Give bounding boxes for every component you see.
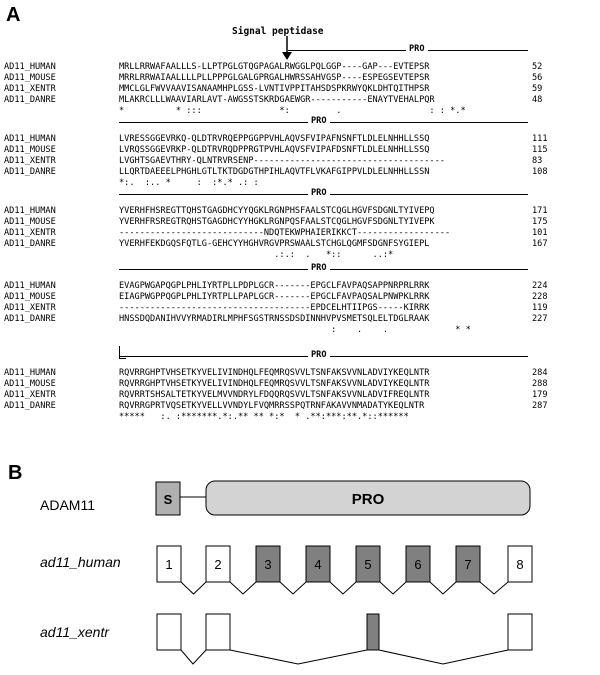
sequence-position: 175: [532, 217, 548, 227]
sequence-position: 224: [532, 281, 548, 291]
xentr-intron-1: [181, 650, 206, 664]
sequence-residues: MLAKRCLLLWAAVIARLAVT-AWGSSTSKRDGAEWGR-----------ENAYTVEHALPQR: [119, 95, 435, 105]
sequence-residues: LVGHTSGAEVTHRY-QLNTRVRSENP-------------------------------------: [119, 156, 445, 166]
sequence-residues: ----------------------------NDQTEKWPHAIERIKKCT------------------: [119, 228, 451, 238]
sequence-residues: MRLLRRWAFAALLLS-LLPTPGLGTQGPAGALRWGGLPQLGGP----GAP---EVTEPSR: [119, 62, 430, 72]
panel-b-label: B: [8, 462, 23, 484]
sequence-position: 108: [532, 167, 548, 177]
pro-region-label: PRO: [308, 350, 330, 360]
human-exon-track: [157, 546, 532, 594]
pro-region-label: PRO: [406, 44, 428, 54]
sequence-position: 56: [532, 73, 543, 83]
human-intron: [181, 582, 206, 594]
consensus-line: : . . * *: [119, 325, 471, 335]
alignment-bracket-mark: [119, 346, 126, 359]
sequence-name: AD11_HUMAN: [4, 134, 56, 144]
signal-peptidase-label: Signal peptidase: [232, 26, 324, 37]
human-exon-label: 1: [165, 557, 173, 572]
sequence-name: AD11_DANRE: [4, 314, 56, 324]
s-domain-label: S: [163, 492, 173, 507]
sequence-position: 115: [532, 145, 548, 155]
sequence-name: AD11_HUMAN: [4, 368, 56, 378]
sequence-name: AD11_MOUSE: [4, 145, 56, 155]
human-intron: [230, 582, 256, 594]
sequence-residues: MMCLGLFWVVAAVISANAAMHPLGSS-LVNTIVPPITAHSDSPKRWYQKLDHTQITHPSR: [119, 84, 430, 94]
xentr-exon-2: [206, 614, 230, 650]
sequence-position: 171: [532, 206, 548, 216]
human-intron: [430, 582, 456, 594]
sequence-position: 167: [532, 239, 548, 249]
sequence-position: 227: [532, 314, 548, 324]
consensus-line: * * ::: *: . : : *.*: [119, 106, 466, 116]
sequence-residues: RQVRRGHPTVHSETKYVELIVINDHQLFEQMRQSVVLTSNFAKSVVNLADVIYKEQLNTR: [119, 379, 430, 389]
human-exon-label: 7: [464, 557, 472, 572]
sequence-position: 179: [532, 390, 548, 400]
sequence-residues: EVAGPWGAPQGPLPHLIYRTPLLPDPLGCR-------EPGCLFAVPAQSAPPNRPRLRRK: [119, 281, 430, 291]
xentr-intron-3: [379, 650, 508, 664]
sequence-name: AD11_DANRE: [4, 239, 56, 249]
sequence-residues: LVRESSGGEVRKQ-QLDTRVRQEPPGGPPVHLAQVSFVIPAFNSNFTLDLELNHHLLSSQ: [119, 134, 430, 144]
human-exon-label: 5: [364, 557, 372, 572]
human-intron: [480, 582, 508, 594]
sequence-name: AD11_XENTR: [4, 156, 56, 166]
human-exon-label: 3: [264, 557, 272, 572]
pro-domain-label: PRO: [351, 491, 385, 508]
sequence-residues: YVERHFHSREGTTQHSTGAGDHCYYQGKLRGNPHSFAALSTCQGLHGVFSDGNLTYIVEPQ: [119, 206, 435, 216]
human-exon-label: 6: [414, 557, 422, 572]
human-intron: [380, 582, 406, 594]
sequence-residues: LVRQSSGGEVRKP-QLDTRVRQDPPRGTPVHLAQVSFVIPAFDSNFTLDLELNHHLLSSQ: [119, 145, 430, 155]
sequence-residues: -------------------------------------EPDCELHTIIPGS-----KIRRK: [119, 303, 430, 313]
xentr-exon-5: [367, 614, 379, 650]
sequence-name: AD11_XENTR: [4, 390, 56, 400]
sequence-residues: RQVRRGPRTVQSETKYVELLVVNDYLFVQMRRSSPQTRNFAKAVVNMADATYKEQLNTR: [119, 401, 425, 411]
consensus-line: .:.: . *:: ..:*: [119, 250, 394, 260]
consensus-line: ***** :. :*******.*:.** ** *:* * .**:***:**.*::******: [119, 412, 409, 422]
human-exon-label: 8: [516, 557, 524, 572]
consensus-line: *:. :.. * : :*.* .: :: [119, 178, 259, 188]
sequence-position: 83: [532, 156, 543, 166]
pro-region-label: PRO: [308, 116, 330, 126]
sequence-residues: YVERHFEKDGQSFQTLG-GEHCYYHGHVRGVPRSWAALSTCHGLQGMFSDGNFSYGIEPL: [119, 239, 430, 249]
pro-region-label: PRO: [308, 263, 330, 273]
sequence-position: 48: [532, 95, 543, 105]
sequence-name: AD11_MOUSE: [4, 73, 56, 83]
pro-region-label: PRO: [308, 188, 330, 198]
sequence-name: AD11_MOUSE: [4, 292, 56, 302]
xentr-exon-8: [508, 614, 532, 650]
sequence-name: AD11_XENTR: [4, 84, 56, 94]
xentr-exon-1: [157, 614, 181, 650]
sequence-name: AD11_XENTR: [4, 303, 56, 313]
sequence-name: AD11_DANRE: [4, 95, 56, 105]
sequence-residues: MRRLRRWAIAALLLLPLLPPPGLGALGPRGALHWRSSAHVGSP----ESPEGSEVTEPSR: [119, 73, 430, 83]
adam11-label: ADAM11: [40, 497, 95, 513]
sequence-name: AD11_XENTR: [4, 228, 56, 238]
sequence-residues: YVERHFRSREGTRQHSTGAGDHCYYHGKLRGNPQSFAALSTCQGLHGVFSDGNLTYIVEPK: [119, 217, 435, 227]
sequence-position: 52: [532, 62, 543, 72]
sequence-residues: HNSSDQDANIHVVYRMADIRLMPHFSGSTRNSSDSDINNHVPVSMETSQLELTDGLRAAK: [119, 314, 430, 324]
ad11-human-label: ad11_human: [40, 554, 121, 570]
sequence-residues: LLQRTDAEEELPHGHLGTLTKTDGDGTHPIHLAQVTFLVKAFGIPPVLDLELNHHLLSSN: [119, 167, 430, 177]
sequence-name: AD11_MOUSE: [4, 217, 56, 227]
sequence-position: 101: [532, 228, 548, 238]
sequence-residues: RQVRRGHPTVHSETKYVELIVINDHQLFEQMRQSVVLTSNFAKSVVNLADVIYKEQLNTR: [119, 368, 430, 378]
human-exon-label: 2: [214, 557, 222, 572]
sequence-name: AD11_HUMAN: [4, 281, 56, 291]
sequence-position: 228: [532, 292, 548, 302]
human-exon-label: 4: [314, 557, 322, 572]
sequence-position: 119: [532, 303, 548, 313]
sequence-name: AD11_DANRE: [4, 167, 56, 177]
sequence-position: 284: [532, 368, 548, 378]
sequence-name: AD11_DANRE: [4, 401, 56, 411]
human-intron: [280, 582, 306, 594]
sequence-name: AD11_HUMAN: [4, 62, 56, 72]
panel-a-label: A: [6, 4, 21, 26]
sequence-name: AD11_MOUSE: [4, 379, 56, 389]
sequence-position: 111: [532, 134, 548, 144]
ad11-xentr-label: ad11_xentr: [40, 624, 110, 640]
sequence-residues: RQVRRTSHSALTETKYVELMVVNDRYLFDQQRQSVVLTSNFAKSVVNLADVIFREQLNTR: [119, 390, 430, 400]
sequence-position: 287: [532, 401, 548, 411]
sequence-position: 59: [532, 84, 543, 94]
gene-structure-diagram: [0, 470, 600, 675]
sequence-position: 288: [532, 379, 548, 389]
sequence-residues: EIAGPWGPPQGPLPHLIYRTPLLPAPLGCR-------EPGCLFAVPAQSALPNWPKLRRK: [119, 292, 430, 302]
human-intron: [330, 582, 356, 594]
sequence-name: AD11_HUMAN: [4, 206, 56, 216]
signal-arrow: [280, 36, 294, 62]
xentr-intron-2: [230, 650, 367, 664]
